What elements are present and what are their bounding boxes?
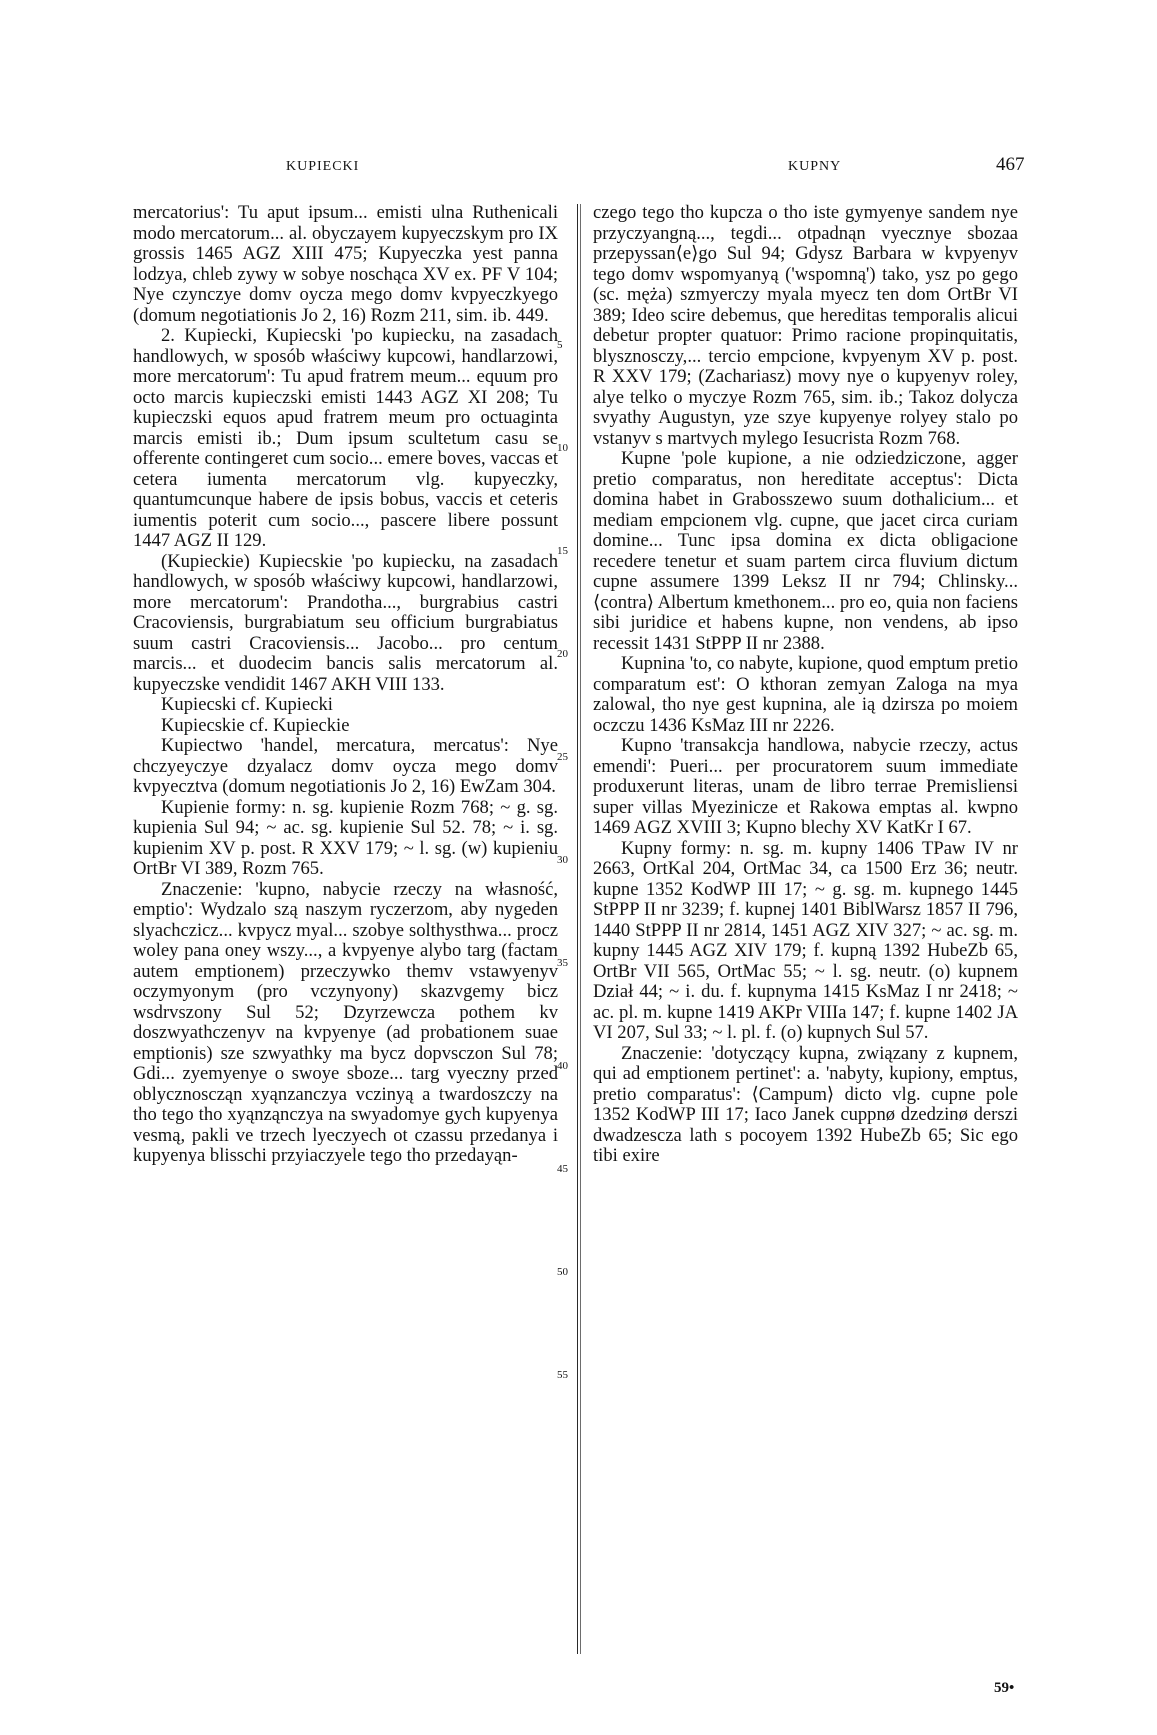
- line-number: 55: [557, 1369, 568, 1381]
- line-number: 20: [557, 648, 568, 660]
- line-number: 45: [557, 1163, 568, 1175]
- entry-paragraph: Znaczenie: 'dotyczący kupna, związany z kupnem, qui ad emptionem pertinet': a. 'nabyty, kupiony, emptus, pretio comparatus': ⟨Campum⟩ dicto vlg. cupne pole 1352 KodWP III 17; Iaco Janek cuppnø dzedzinø derszi dwadzescza lath s pocoyem 1392 HubeZb 65; Sic ego tibi exire: [593, 1042, 1018, 1166]
- entry-paragraph: Znaczenie: 'kupno, nabycie rzeczy na własność, emptio': Wydzalo szą naszym ryczerzom, aby nygeden slyachczicz... kvpycz myal... szobye solthysthwa... procz woley pana oney wszy..., a kvpyenye alybo targ (factam autem emptionem) przeczywko themv vstawyenyv oczymyonym (pro vczynyony) skazvgemy bicz wsdrvszony Sul 52; Dzyrzewcza pothem kv doszwyathczenyv na kvpyenye (ad probationem suae emptionis) sze szwyathky ma bycz dopvsczon Sul 78; Gdi... zyemyenye o swoye sboze... targ vyeczny przed oblycznoscząn xyąnzanczya vczinyą a twardoszczy na tho tego tho xyąnząnczya na swyadomye gych kupyenya vesmą, pakli ve trzech lyeczyech ot czassu przedanya i kupyenya blisschi przyiaczyele tego tho przedayąn-: [133, 878, 558, 1166]
- page-number: 467: [996, 154, 1025, 175]
- running-header-right: KUPNY: [788, 159, 842, 174]
- entry-paragraph: Kupiectwo 'handel, mercatura, mercatus': Nye chczyeyczye dzyalacz domv oycza mego domv kvpyecztva (domum negotiationis Jo 2, 16) EwZam 304.: [133, 735, 558, 797]
- entry-paragraph: Kupiecskie cf. Kupieckie: [161, 714, 350, 736]
- line-number: 40: [557, 1060, 568, 1072]
- entry-paragraph: Kupiecski cf. Kupiecki: [161, 694, 333, 715]
- entry-paragraph: (Kupieckie) Kupiecskie 'po kupiecku, na zasadach handlowych, w sposób właściwy kupcowi, handlarzowi, more mercatorum': Prandotha..., burgrabius castri Cracoviensis, burgrabiatum seu officium burgrabiatus suum castri Cracoviensis... Jacobo... pro centum marcis... et duodecim bancis salis mercatorum al. kupyeczske vendidit 1467 AKH VIII 133.: [133, 550, 558, 695]
- left-column: [133, 203, 558, 1167]
- entry-paragraph: Kupnina 'to, co nabyte, kupione, quod emptum pretio comparatum est': O kthoran zemyan Zaloga na mya zalowal, tho nye gest kupnina, ale ią dzirsza po moiem oczczu 1436 KsMaz III nr 2226.: [593, 653, 1018, 736]
- line-number: 50: [557, 1266, 568, 1278]
- line-number: 5: [557, 339, 563, 351]
- right-column: [593, 203, 1018, 1167]
- line-number: 35: [557, 957, 568, 969]
- entry-paragraph: Kupny formy: n. sg. m. kupny 1406 TPaw IV nr 2663, OrtKal 204, OrtMac 34, ca 1500 Erz 36; neutr. kupne 1352 KodWP III 17; ~ g. sg. m. kupnego 1445 StPPP II nr 3239; f. kupnej 1401 BiblWarsz 1857 II 796, 1440 StPPP II nr 2814, 1451 AGZ XIV 327; ~ ac. sg. m. kupny 1445 AGZ XIV 179; f. kupną 1392 HubeZb 65, OrtBr VII 565, OrtMac 55; ~ l. sg. neutr. (o) kupnem Dział 44; ~ i. du. f. kupnyma 1415 KsMaz I nr 2418; ~ ac. pl. m. kupne 1419 AKPr VIIIa 147; f. kupne 1402 JA VI 207, Sul 33; ~ l. pl. f. (o) kupnych Sul 57.: [593, 837, 1018, 1043]
- entry-paragraph: 2. Kupiecki, Kupiecski 'po kupiecku, na zasadach handlowych, w sposób właściwy kupcowi, handlarzowi, more mercatorum': Tu apud fratrem meum... equum pro octo marcis kupieczski emisti 1443 AGZ XI 208; Tu kupieczski equos apud fratrem meum pro octuaginta marcis emisti ib.; Dum ipsum scultetum casu se offerente contingeret cum socio... emere boves, vaccas et cetera iumenta mercatorum vlg. kupyeczky, quantumcunque habere de ipsis bobus, vaccis et ceteris iumentis poterit cum socio..., pascere libere possunt 1447 AGZ II 129.: [133, 325, 558, 551]
- entry-paragraph: Kupno 'transakcja handlowa, nabycie rzeczy, actus emendi': Pueri... per procuratorem suum immediate produxerunt literas, unam de libro terrae Premisliensi super villas Myezinicze et Rakowa emptas al. kwpno 1469 AGZ XVIII 3; Kupno blechy XV KatKr I 67.: [593, 735, 1018, 838]
- line-number: 25: [557, 751, 568, 763]
- printer-signature: 59•: [994, 1680, 1015, 1696]
- column-divider: [577, 204, 578, 1654]
- entry-paragraph: Kupienie formy: n. sg. kupienie Rozm 768; ~ g. sg. kupienia Sul 94; ~ ac. sg. kupienie Sul 52. 78; ~ i. sg. kupienim XV p. post. R XXV 179; ~ l. sg. (w) kupieniu OrtBr VI 389, Rozm 765.: [133, 796, 558, 879]
- entry-paragraph: mercatorius': Tu aput ipsum... emisti ulna Ruthenicali modo mercatorum... al. obyczayem kupyeczskym pro IX grossis 1465 AGZ XIII 475; Kupyeczka yest panna lodzya, chleb zywy w sobye noschąca XV ex. PF V 104; Nye czynczye domv oycza mego domv kvpyeczkyego (domum negotiationis Jo 2, 16) Rozm 211, sim. ib. 449.: [133, 202, 558, 326]
- column-divider-inner: [580, 204, 581, 1654]
- line-number: 30: [557, 854, 568, 866]
- line-number: 15: [557, 545, 568, 557]
- line-number: 10: [557, 442, 568, 454]
- entry-paragraph: Kupne 'pole kupione, a nie odziedziczone, agger pretio comparatus, non hereditate acceptus': Dicta domina habet in Grabosszewo suum dothalicium... et mediam empcionem vlg. cupne, que jacet circa curiam domine... Tunc ipsa domina ex dicta obligacione recedere tenetur et suam partem circa fluvium dictum cupne assumere 1399 Leksz II nr 794; Chlinsky... ⟨contra⟩ Albertum kmethonem... pro eo, quia non faciens sibi juridice et habens kupne, non vendens, ab ipso recessit 1431 StPPP II nr 2388.: [593, 448, 1019, 654]
- entry-paragraph: czego tego tho kupcza o tho iste gymyenye sandem nye przyczyangną..., tegdi... otpadnąn vyecznye sbozaa przepyssan⟨e⟩go Sul 94; Gdysz Barbara w kvpyenyv tego domv wspomyanyą ('wspomną') tako, ysz po gego (sc. męża) szmyerczy myala myecz ten dom OrtBr VI 389; Ideo scire debemus, que hereditas temporalis alicui debetur propter quatuor: Primo racione propinquitatis, blysznosczy,... tercio empcione, kvpyenym XV p. post. R XXV 179; (Zachariasz) movy nye o kupyenyv roley, alye telko o myczye Rozm 765, sim. ib.; Takoz dolycza svyathy Augustyn, yze szye kupyenye rolyey stalo po vstanyv s martvych mylego Iesucrista Rozm 768.: [593, 202, 1018, 449]
- running-header-left: KUPIECKI: [286, 159, 360, 174]
